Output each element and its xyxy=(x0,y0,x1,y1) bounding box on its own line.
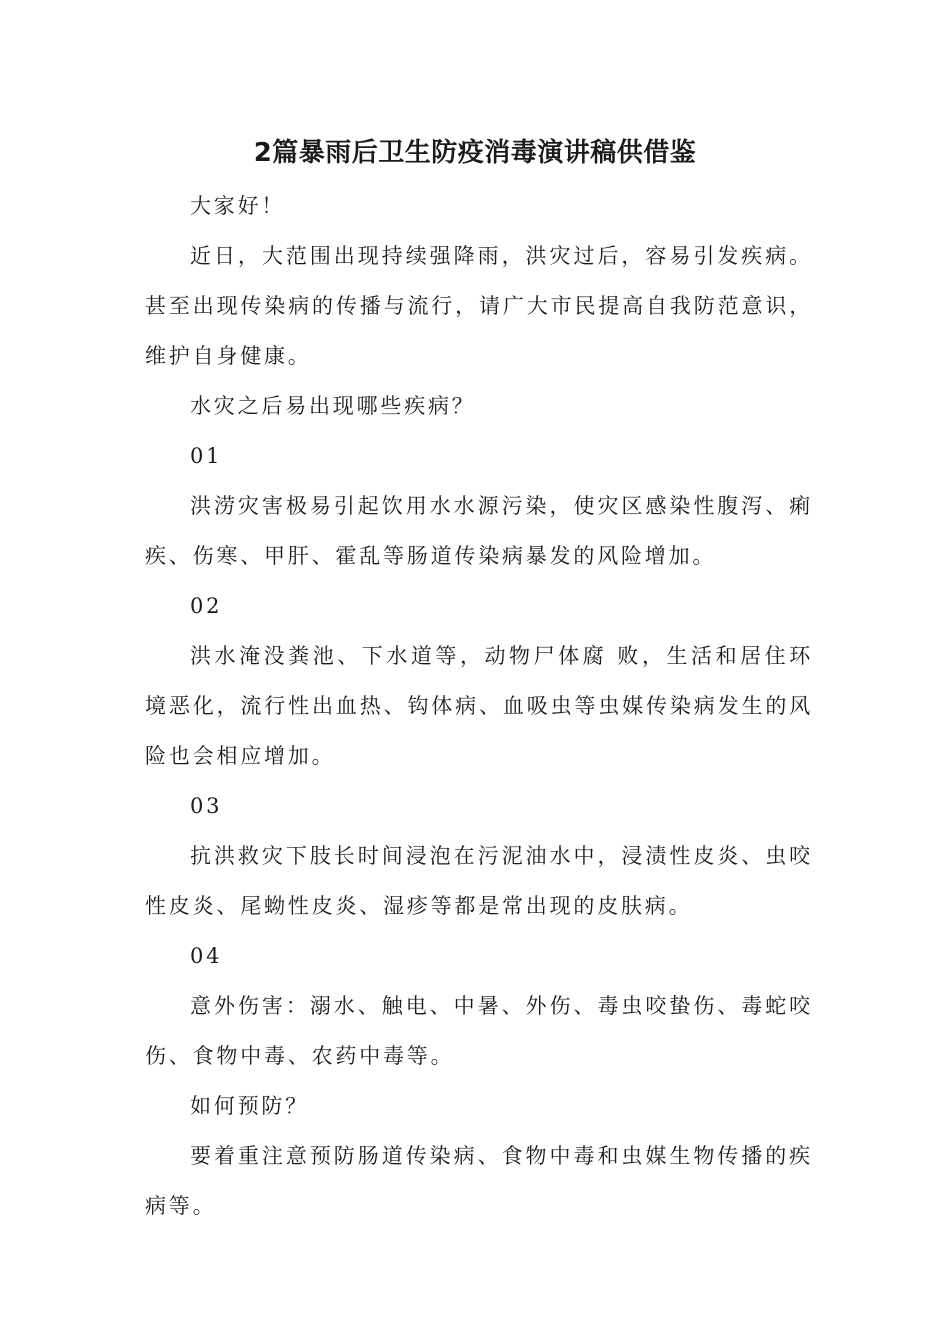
intro-paragraph: 近日，大范围出现持续强降雨，洪灾过后，容易引发疾病。甚至出现传染病的传播与流行，请广大市民提高自我防范意识，维护自身健康。 xyxy=(145,244,813,368)
question-heading: 水灾之后易出现哪些疾病？ xyxy=(190,394,476,418)
greeting-paragraph: 大家好！ xyxy=(190,194,286,218)
body-paragraph: 抗洪救灾下肢长时间浸泡在污泥油水中，浸渍性皮炎、虫咬性皮炎、尾蚴性皮炎、湿疹等都是常出现的皮肤病。 xyxy=(145,844,813,918)
question-heading: 如何预防？ xyxy=(190,1094,309,1118)
body-paragraph: 意外伤害：溺水、触电、中暑、外伤、毒虫咬蛰伤、毒蛇咬伤、食物中毒、农药中毒等。 xyxy=(145,994,813,1068)
section-number: 03 xyxy=(190,794,223,818)
document-title: 2篇暴雨后卫生防疫消毒演讲稿供借鉴 xyxy=(253,138,697,168)
body-paragraph: 要着重注意预防肠道传染病、食物中毒和虫媒生物传播的疾病等。 xyxy=(145,1144,813,1218)
section-number: 04 xyxy=(190,944,223,968)
document-body xyxy=(145,181,813,1231)
body-paragraph: 洪涝灾害极易引起饮用水水源污染，使灾区感染性腹泻、痢疾、伤寒、甲肝、霍乱等肠道传染病暴发的风险增加。 xyxy=(145,494,813,568)
section-number: 01 xyxy=(190,444,223,468)
section-number: 02 xyxy=(190,594,223,618)
body-paragraph: 洪水淹没粪池、下水道等，动物尸体腐 败，生活和居住环境恶化，流行性出血热、钩体病、血吸虫等虫媒传染病发生的风险也会相应增加。 xyxy=(145,644,813,768)
